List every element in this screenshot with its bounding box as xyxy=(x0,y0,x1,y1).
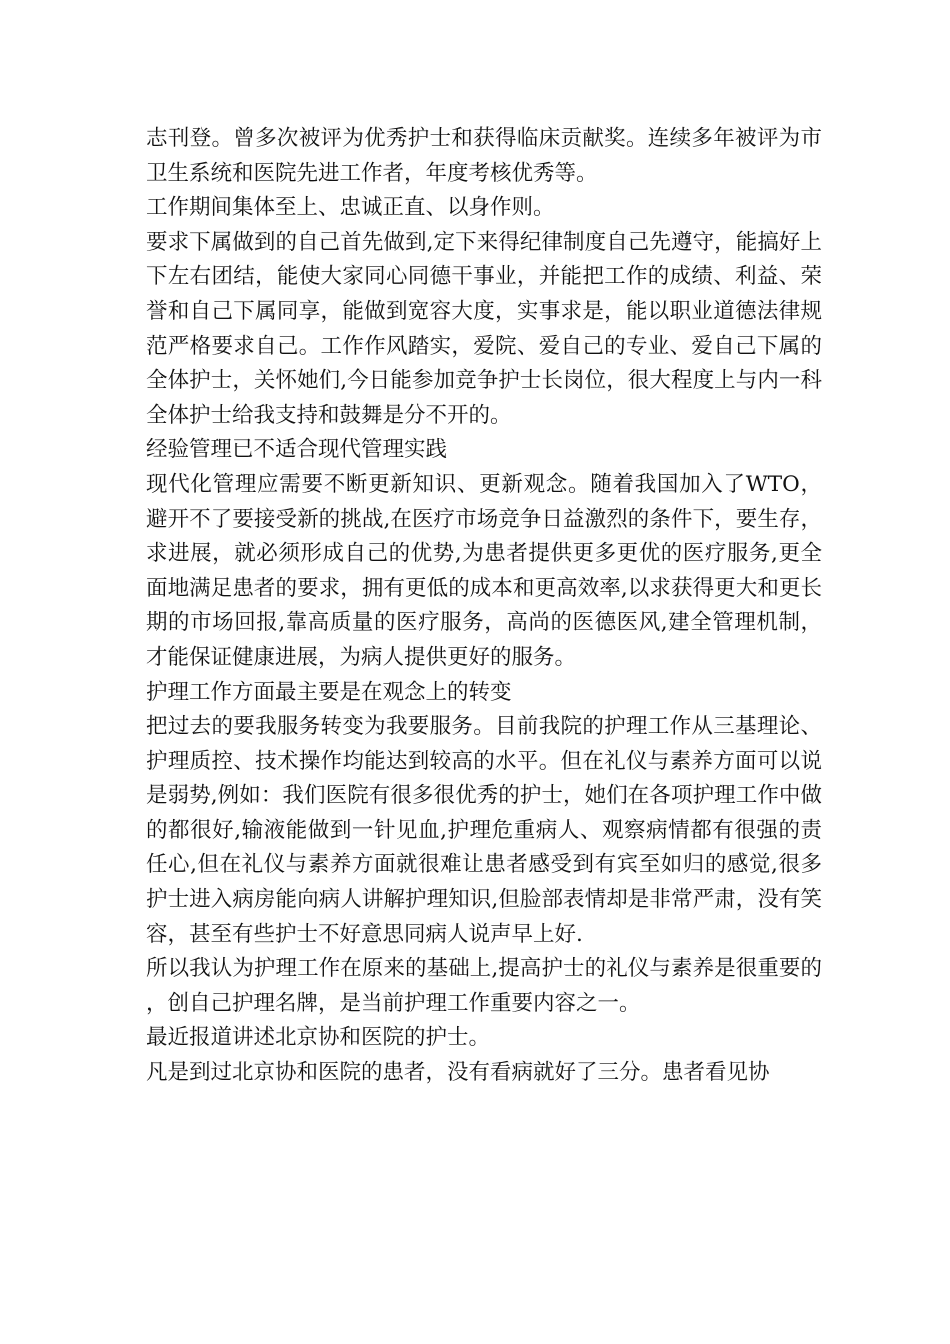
paragraph-4: 把过去的要我服务转变为我要服务。目前我院的护理工作从三基理论、护理质控、技术操作均能达到较高的水平。但在礼仪与素养方面可以说是弱势,例如：我们医院有很多很优秀的护士，她们在各项护理工作中做的都很好,输液能做到一针见血,护理危重病人、观察病情都有很强的责任心,但在礼仪与素养方面就很难让患者感受到有宾至如归的感觉,很多护士进入病房能向病人讲解护理知识,但脸部表情却是非常严肃，没有笑容，甚至有些护士不好意思同病人说声早上好. xyxy=(146,714,822,947)
section-heading-management: 经验管理已不适合现代管理实践 xyxy=(146,437,448,463)
paragraph-1: 志刊登。曾多次被评为优秀护士和获得临床贡献奖。连续多年被评为市卫生系统和医院先进工作者，年度考核优秀等。 xyxy=(146,126,822,186)
paragraph-5: 所以我认为护理工作在原来的基础上,提高护士的礼仪与素养是很重要的，创自己护理名牌，是当前护理工作重要内容之一。 xyxy=(146,956,822,1016)
paragraph-6: 凡是到过北京协和医院的患者，没有看病就好了三分。患者看见协 xyxy=(146,1060,770,1086)
document-body xyxy=(146,122,822,1091)
section-heading-nursing: 护理工作方面最主要是在观念上的转变 xyxy=(146,679,512,705)
section-line-report: 最近报道讲述北京协和医院的护士。 xyxy=(146,1025,491,1051)
paragraph-3: 现代化管理应需要不断更新知识、更新观念。随着我国加入了WTO，避开不了要接受新的挑战,在医疗市场竞争日益激烈的条件下，要生存，求进展，就必须形成自己的优势,为患者提供更多更优的医疗服务,更全面地满足患者的要求，拥有更低的成本和更高效率,以求获得更大和更长期的市场回报,靠高质量的医疗服务，高尚的医德医风,建全管理机制，才能保证健康进展，为病人提供更好的服务。 xyxy=(146,471,822,670)
paragraph-2: 要求下属做到的自己首先做到,定下来得纪律制度自己先遵守，能搞好上下左右团结，能使大家同心同德干事业，并能把工作的成绩、利益、荣誉和自己下属同享，能做到宽容大度，实事求是，能以职业道德法律规范严格要求自己。工作作风踏实，爱院、爱自己的专业、爱自己下属的全体护士，关怀她们,今日能参加竞争护士长岗位，很大程度上与内一科全体护士给我支持和鼓舞是分不开的。 xyxy=(146,229,822,428)
section-line-1: 工作期间集体至上、忠诚正直、以身作则。 xyxy=(146,195,555,221)
